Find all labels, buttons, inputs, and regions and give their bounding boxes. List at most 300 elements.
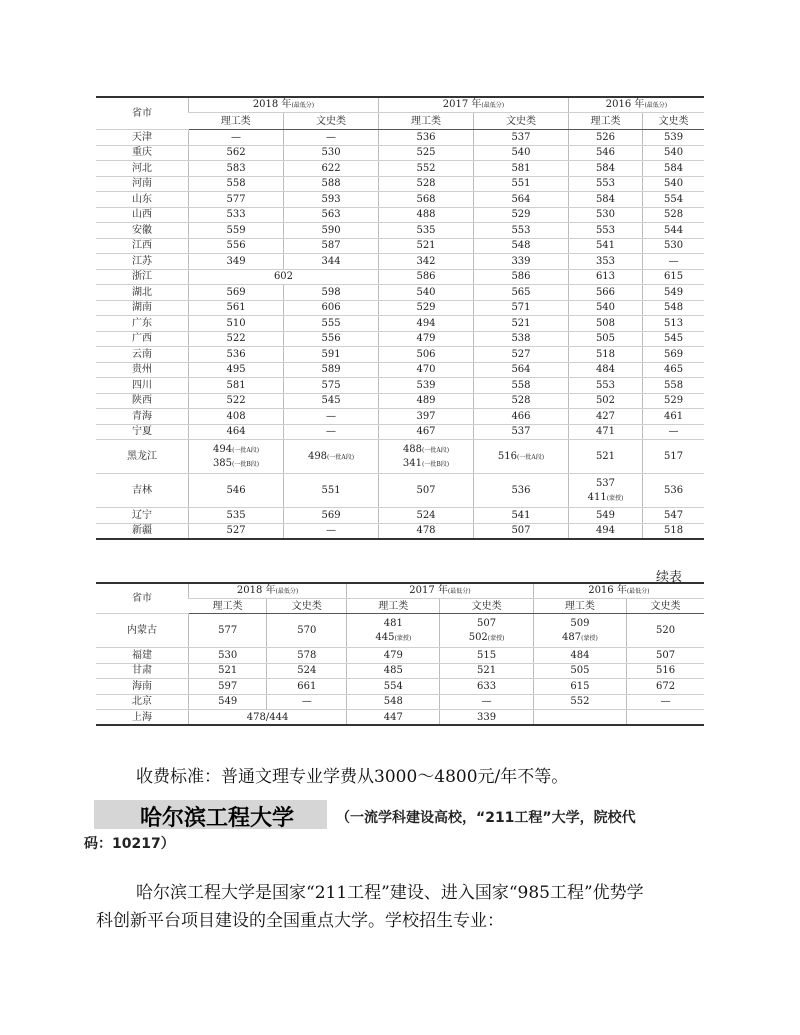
score-cell: 521	[189, 663, 267, 679]
score-cell: 540	[643, 145, 704, 161]
score-line	[347, 631, 439, 645]
table-row	[96, 523, 704, 539]
score-cell-merged: 602	[189, 269, 379, 285]
score-line	[534, 617, 626, 631]
score-cell: 339	[474, 254, 569, 270]
score-cell: —	[284, 523, 379, 539]
score-cell: 494	[568, 523, 642, 539]
score-line	[569, 477, 642, 491]
score-cell: 471	[568, 424, 642, 440]
score-cell: 537	[474, 130, 569, 146]
category-header: 理工类	[533, 599, 626, 614]
score-cell: 528	[378, 176, 473, 192]
category-header: 理工类	[189, 599, 267, 614]
province-cell: 天津	[96, 130, 189, 146]
score-line	[347, 617, 439, 631]
score-cell: 606	[284, 300, 379, 316]
score-cell: 427	[568, 409, 642, 425]
score-cell: 539	[643, 130, 704, 146]
score-cell: 485	[347, 663, 440, 679]
score-line	[643, 484, 704, 497]
score-cell: 615	[533, 679, 626, 695]
score-cell: 551	[474, 176, 569, 192]
score-cell: 546	[568, 145, 642, 161]
table-row	[96, 192, 704, 208]
score-cell: 505	[533, 663, 626, 679]
score-cell: 397	[378, 409, 473, 425]
batch-note: (一批B段)	[422, 460, 450, 468]
score-cell: 495	[189, 362, 284, 378]
score-cell: 467	[378, 424, 473, 440]
score-cell: 549	[189, 694, 267, 710]
score-cell: —	[267, 694, 347, 710]
score-line	[379, 484, 473, 497]
score-cell: 545	[284, 393, 379, 409]
score-cell	[643, 440, 704, 474]
province-cell: 江西	[96, 238, 189, 254]
score-value: 509	[570, 617, 590, 629]
score-value: 385	[212, 457, 233, 469]
table-row	[96, 694, 704, 710]
province-cell: 海南	[96, 679, 189, 695]
score-cell	[627, 614, 704, 648]
table-row	[96, 207, 704, 223]
score-cell: 529	[643, 393, 704, 409]
table-row	[96, 316, 704, 332]
table-row	[96, 130, 704, 146]
score-line	[284, 484, 378, 497]
score-cell: 564	[474, 192, 569, 208]
score-cell: 556	[189, 238, 284, 254]
score-cell: 466	[474, 409, 569, 425]
score-cell	[378, 440, 473, 474]
score-cell	[643, 474, 704, 508]
province-header: 省市	[96, 583, 189, 614]
section-subtitle: （一流学科建设高校，“211工程”大学，院校代	[336, 810, 636, 826]
province-cell: 云南	[96, 347, 189, 363]
province-cell: 贵州	[96, 362, 189, 378]
score-cell: 541	[568, 238, 642, 254]
score-cell: 344	[284, 254, 379, 270]
score-cell	[267, 614, 347, 648]
score-cell: 464	[189, 424, 284, 440]
province-cell: 陕西	[96, 393, 189, 409]
province-cell: 甘肃	[96, 663, 189, 679]
score-cell: 349	[189, 254, 284, 270]
table-row	[96, 176, 704, 192]
score-value: 521	[595, 451, 616, 462]
score-cell	[378, 474, 473, 508]
score-cell: 545	[643, 331, 704, 347]
score-cell: 524	[378, 508, 473, 524]
score-cell: —	[643, 254, 704, 270]
table-row	[96, 508, 704, 524]
score-cell: 470	[378, 362, 473, 378]
score-cell: 613	[568, 269, 642, 285]
province-cell: 山西	[96, 207, 189, 223]
header-row-years	[96, 97, 704, 113]
score-cell: 622	[284, 161, 379, 177]
province-cell: 浙江	[96, 269, 189, 285]
score-cell: 558	[643, 378, 704, 394]
score-cell: 539	[378, 378, 473, 394]
score-cell: 479	[378, 331, 473, 347]
score-value: 536	[511, 485, 531, 496]
score-cell: 558	[474, 378, 569, 394]
score-cell: 540	[643, 176, 704, 192]
score-value: 520	[655, 625, 676, 636]
score-cell: 590	[284, 223, 379, 239]
score-cell: 566	[568, 285, 642, 301]
table-row	[96, 362, 704, 378]
score-cell: 661	[267, 679, 347, 695]
score-cell: 584	[643, 161, 704, 177]
province-cell: 河北	[96, 161, 189, 177]
score-cell	[189, 440, 284, 474]
province-cell: 广西	[96, 331, 189, 347]
score-cell: 540	[378, 285, 473, 301]
year-header: 2018 年(最低分)	[189, 583, 347, 599]
score-cell: 553	[474, 223, 569, 239]
score-cell: 505	[568, 331, 642, 347]
batch-note: (一批A段)	[517, 453, 545, 461]
province-cell: 青海	[96, 409, 189, 425]
score-line	[627, 624, 704, 637]
section-title: 哈尔滨工程大学	[140, 806, 295, 831]
score-cell: 589	[284, 362, 379, 378]
province-cell: 内蒙古	[96, 614, 189, 648]
score-cell: 547	[643, 508, 704, 524]
score-cell: 479	[347, 648, 440, 664]
score-cell: 506	[378, 347, 473, 363]
score-cell: 536	[189, 347, 284, 363]
score-cell	[284, 440, 379, 474]
score-value: 487	[562, 631, 582, 643]
score-cell: 569	[284, 508, 379, 524]
table-row	[96, 614, 704, 648]
score-cell-merged: 478/444	[189, 710, 347, 726]
score-cell: 549	[568, 508, 642, 524]
score-cell: 530	[189, 648, 267, 664]
score-line	[440, 631, 532, 645]
score-cell: 536	[378, 130, 473, 146]
score-value: 498	[307, 450, 328, 462]
score-cell: 558	[189, 176, 284, 192]
score-cell: 508	[568, 316, 642, 332]
score-cell: 478	[378, 523, 473, 539]
score-cell: 521	[378, 238, 473, 254]
section-subtitle-continued: 码：10217）	[84, 836, 175, 852]
score-cell: 559	[189, 223, 284, 239]
batch-note: (一批A段)	[232, 446, 260, 454]
table-row	[96, 393, 704, 409]
year-header: 2018 年(最低分)	[189, 97, 379, 113]
score-cell	[189, 614, 267, 648]
score-cell: 555	[284, 316, 379, 332]
score-line	[379, 443, 473, 457]
score-cell: 489	[378, 393, 473, 409]
year-header: 2017 年(最低分)	[347, 583, 534, 599]
table-row	[96, 648, 704, 664]
province-cell: 新疆	[96, 523, 189, 539]
province-cell: 江苏	[96, 254, 189, 270]
score-value: 516	[497, 450, 518, 462]
score-cell: 540	[568, 300, 642, 316]
score-cell: 518	[568, 347, 642, 363]
score-cell: 569	[189, 285, 284, 301]
province-cell: 黑龙江	[96, 440, 189, 474]
province-cell: 吉林	[96, 474, 189, 508]
batch-note: (蒙授)	[487, 634, 505, 642]
category-header: 文史类	[440, 599, 533, 614]
province-cell: 重庆	[96, 145, 189, 161]
score-cell: 533	[189, 207, 284, 223]
score-cell	[533, 614, 626, 648]
batch-note: (一批A段)	[422, 446, 450, 454]
score-cell: 575	[284, 378, 379, 394]
score-line	[440, 617, 532, 631]
score-value: 546	[226, 485, 246, 496]
score-cell: 494	[378, 316, 473, 332]
score-cell: 578	[267, 648, 347, 664]
score-cell: 569	[643, 347, 704, 363]
score-cell: 586	[474, 269, 569, 285]
batch-note: (蒙授)	[394, 634, 412, 642]
province-cell: 山东	[96, 192, 189, 208]
score-cell: 548	[643, 300, 704, 316]
score-cell: 353	[568, 254, 642, 270]
table-row	[96, 378, 704, 394]
score-cell: —	[284, 130, 379, 146]
score-cell	[474, 440, 569, 474]
score-cell: 672	[627, 679, 704, 695]
score-cell: 586	[378, 269, 473, 285]
score-cell: 538	[474, 331, 569, 347]
score-line	[643, 450, 704, 463]
score-line	[569, 450, 642, 463]
score-cell: —	[189, 130, 284, 146]
table-row	[96, 409, 704, 425]
score-cell: 598	[284, 285, 379, 301]
score-value: 507	[477, 617, 497, 629]
score-cell: 553	[568, 176, 642, 192]
table-row	[96, 424, 704, 440]
score-cell: 615	[643, 269, 704, 285]
score-value: 570	[297, 625, 317, 636]
score-cell	[533, 710, 626, 726]
province-cell: 安徽	[96, 223, 189, 239]
score-value: 507	[416, 485, 436, 496]
table-row	[96, 710, 704, 726]
batch-note: (蒙授)	[581, 634, 598, 642]
table-row	[96, 300, 704, 316]
province-cell: 福建	[96, 648, 189, 664]
year-header: 2017 年(最低分)	[378, 97, 568, 113]
score-cell: 581	[474, 161, 569, 177]
score-cell: —	[627, 694, 704, 710]
province-header: 省市	[96, 97, 189, 130]
score-cell: 524	[267, 663, 347, 679]
score-cell: 529	[474, 207, 569, 223]
score-cell: 528	[643, 207, 704, 223]
table-row	[96, 663, 704, 679]
score-cell	[474, 474, 569, 508]
score-value: 517	[663, 451, 684, 462]
score-cell: 554	[643, 192, 704, 208]
score-value: 577	[218, 625, 238, 636]
table-row	[96, 238, 704, 254]
score-table-continued	[96, 582, 704, 726]
category-header: 理工类	[189, 113, 284, 130]
score-cell: 540	[474, 145, 569, 161]
score-cell: 518	[643, 523, 704, 539]
score-cell: 525	[378, 145, 473, 161]
province-cell: 湖南	[96, 300, 189, 316]
score-cell: 552	[533, 694, 626, 710]
score-cell: 465	[643, 362, 704, 378]
category-header: 理工类	[568, 113, 642, 130]
table-row	[96, 145, 704, 161]
score-cell: 502	[568, 393, 642, 409]
score-cell: 530	[284, 145, 379, 161]
score-cell	[627, 710, 704, 726]
score-cell: —	[643, 424, 704, 440]
year-header: 2016 年(最低分)	[533, 583, 704, 599]
province-cell: 广东	[96, 316, 189, 332]
province-cell: 上海	[96, 710, 189, 726]
score-cell	[568, 474, 642, 508]
province-cell: 北京	[96, 694, 189, 710]
score-cell: 408	[189, 409, 284, 425]
score-cell: 556	[284, 331, 379, 347]
score-value: 488	[402, 443, 423, 455]
score-cell: 528	[474, 393, 569, 409]
score-cell: 548	[474, 238, 569, 254]
score-line	[267, 624, 346, 637]
score-value: 537	[595, 477, 616, 489]
score-cell: 535	[378, 223, 473, 239]
score-line	[189, 624, 266, 637]
table-row	[96, 347, 704, 363]
score-cell	[568, 440, 642, 474]
table-row	[96, 474, 704, 508]
category-header: 文史类	[267, 599, 347, 614]
score-cell: 553	[568, 378, 642, 394]
score-cell: 552	[378, 161, 473, 177]
table-row	[96, 285, 704, 301]
score-cell	[347, 614, 440, 648]
score-cell: 484	[568, 362, 642, 378]
score-cell: 510	[189, 316, 284, 332]
score-cell: 544	[643, 223, 704, 239]
score-cell: 633	[440, 679, 533, 695]
score-cell: 568	[378, 192, 473, 208]
score-cell: 526	[568, 130, 642, 146]
score-cell: 535	[189, 508, 284, 524]
score-cell	[189, 474, 284, 508]
score-line	[569, 491, 642, 505]
score-value: 445	[375, 631, 395, 643]
batch-note: (蒙授)	[606, 494, 624, 502]
score-cell: 577	[189, 192, 284, 208]
score-cell: 561	[189, 300, 284, 316]
province-cell: 辽宁	[96, 508, 189, 524]
score-line	[534, 631, 626, 645]
score-cell: 522	[189, 331, 284, 347]
score-cell: 584	[568, 192, 642, 208]
score-value: 494	[212, 443, 233, 455]
score-cell: 537	[474, 424, 569, 440]
score-cell: —	[440, 694, 533, 710]
score-cell: 516	[627, 663, 704, 679]
score-cell	[284, 474, 379, 508]
continued-label: 续表	[656, 570, 683, 585]
score-cell: 554	[347, 679, 440, 695]
score-value: 411	[587, 491, 607, 503]
score-cell: 521	[474, 316, 569, 332]
fee-standard-text: 收费标准：普通文理专业学费从3000～4800元/年不等。	[136, 767, 569, 787]
score-cell: —	[284, 424, 379, 440]
batch-note: (一批B段)	[232, 460, 260, 468]
score-cell: 541	[474, 508, 569, 524]
score-cell: 587	[284, 238, 379, 254]
score-cell	[440, 614, 533, 648]
score-cell: 484	[533, 648, 626, 664]
score-cell: 565	[474, 285, 569, 301]
score-cell: 584	[568, 161, 642, 177]
score-cell: 461	[643, 409, 704, 425]
score-cell: 522	[189, 393, 284, 409]
province-cell: 四川	[96, 378, 189, 394]
province-cell: 湖北	[96, 285, 189, 301]
score-cell: 597	[189, 679, 267, 695]
score-cell: 548	[347, 694, 440, 710]
province-cell: 宁夏	[96, 424, 189, 440]
score-cell: 564	[474, 362, 569, 378]
score-cell: 530	[643, 238, 704, 254]
score-cell: 488	[378, 207, 473, 223]
score-value: 551	[321, 485, 341, 496]
score-cell: 515	[440, 648, 533, 664]
category-header: 文史类	[627, 599, 704, 614]
score-line	[189, 484, 283, 497]
score-cell: —	[284, 409, 379, 425]
batch-note: (一批A段)	[327, 453, 355, 461]
score-line	[284, 450, 378, 464]
score-cell: 562	[189, 145, 284, 161]
category-header: 文史类	[643, 113, 704, 130]
year-header: 2016 年(最低分)	[568, 97, 704, 113]
score-cell: 339	[440, 710, 533, 726]
score-cell: 527	[189, 523, 284, 539]
score-table-main	[96, 96, 704, 540]
intro-paragraph-line: 哈尔滨工程大学是国家“211工程”建设、进入国家“985工程”优势学	[136, 883, 644, 903]
score-cell: 447	[347, 710, 440, 726]
score-cell: 342	[378, 254, 473, 270]
table-row	[96, 223, 704, 239]
score-cell: 593	[284, 192, 379, 208]
score-value: 536	[663, 485, 684, 496]
score-cell: 571	[474, 300, 569, 316]
score-cell: 591	[284, 347, 379, 363]
table-row	[96, 331, 704, 347]
intro-paragraph-line: 科创新平台项目建设的全国重点大学。学校招生专业：	[96, 911, 504, 931]
category-header: 理工类	[347, 599, 440, 614]
table-row	[96, 161, 704, 177]
score-line	[474, 484, 568, 497]
score-cell: 521	[440, 663, 533, 679]
table-row	[96, 679, 704, 695]
